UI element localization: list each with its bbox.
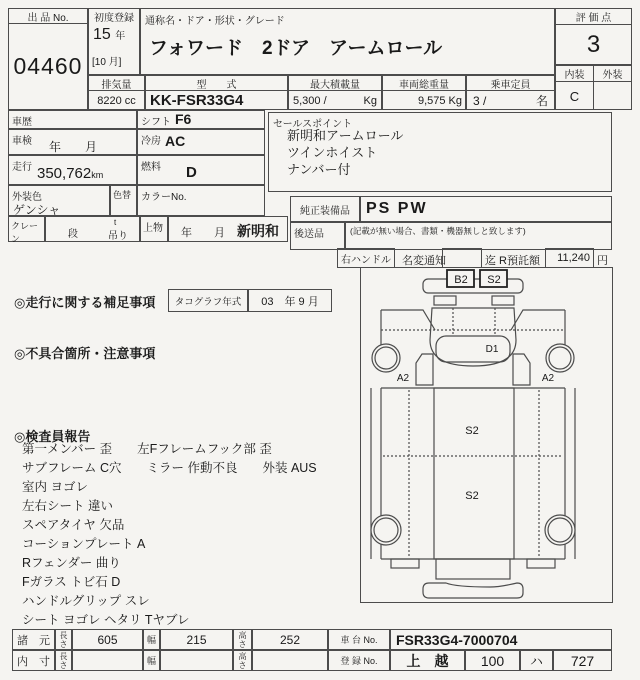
interior-exterior-box <box>555 65 632 110</box>
damage-label-a2-right: A2 <box>541 373 555 384</box>
mileage-cell <box>8 155 137 185</box>
length-label: 長さ <box>55 629 72 650</box>
grade-value: 3 <box>586 31 601 58</box>
exterior-grade <box>594 82 631 110</box>
vehicle-name-box <box>140 8 555 75</box>
registration-no-label: 登 録 No. <box>328 650 390 671</box>
max-load-unit: Kg <box>363 94 377 107</box>
sales-point-box <box>268 112 612 192</box>
inspector-report-list <box>22 440 317 630</box>
fuel-label: 燃料 <box>141 162 161 173</box>
rear-right-wheel-inner <box>548 518 572 542</box>
inspector-report-line: 左右シート 違い <box>22 499 113 513</box>
first-registration-box <box>88 8 140 75</box>
mileage-note-heading: ◎走行に関する補足事項 <box>14 295 156 310</box>
mileage-unit: km <box>91 170 104 180</box>
container-shape <box>434 388 514 559</box>
first-reg-year-value: 15 <box>93 26 111 43</box>
color-change-cell: 色替 <box>110 185 137 216</box>
front-left-wheel-inner <box>375 347 397 369</box>
lot-number-value: 04460 <box>13 52 83 79</box>
inner-height-label: 高さ <box>233 650 252 671</box>
damage-label-d1: D1 <box>485 344 499 355</box>
height-value: 252 <box>252 629 328 650</box>
interior-grade: C <box>556 82 594 110</box>
body-maker: 新明和 <box>237 223 279 239</box>
dims-row-label: 諸 元 <box>12 629 55 650</box>
inner-width-label: 幅 <box>143 650 160 671</box>
width-value: 215 <box>160 629 233 650</box>
height-label: 高さ <box>233 629 252 650</box>
deposit-value: 11,240 <box>545 248 594 268</box>
grade-box <box>555 8 632 65</box>
damage-label-s2-bed-upper: S2 <box>465 425 479 437</box>
sales-point-lines <box>287 127 403 178</box>
crane-t-label: t <box>114 218 117 227</box>
model-code-value: KK-FSR33G4 <box>150 92 244 109</box>
capacity-unit: 名 <box>535 94 548 108</box>
sales-point-line: ツインホイスト <box>287 145 378 160</box>
cooling-cell <box>137 129 265 155</box>
first-registration-year <box>93 26 125 44</box>
tachograph-label: タコグラフ年式 <box>168 289 248 312</box>
fuel-cell <box>137 155 265 185</box>
inspector-report-line: サブフレーム C穴 ミラー 作動不良 外装 AUS <box>22 461 317 475</box>
gross-weight-box <box>382 75 466 110</box>
windshield-shape <box>436 336 510 362</box>
rear-right-flap-shape <box>527 559 555 568</box>
color-no-cell: カラーNo. <box>137 185 265 216</box>
cooling-value: AC <box>165 133 186 149</box>
sales-point-line: ナンバー付 <box>287 162 351 177</box>
interior-label: 内装 <box>556 66 594 81</box>
fuel-value: D <box>186 164 197 181</box>
name-change-field <box>442 248 482 268</box>
interior-exterior-header <box>556 66 631 82</box>
rear-left-flap-shape <box>391 559 419 568</box>
rear-left-wheel-inner <box>374 518 398 542</box>
shift-cell <box>137 110 265 129</box>
inner-dims-row-label: 内 寸 <box>12 650 55 671</box>
inner-height-value <box>252 650 328 671</box>
name-change-label: 名変通知 <box>402 255 446 267</box>
body-cell: 上物 <box>140 216 168 242</box>
factory-equipment-label: 純正装備品 <box>290 196 360 222</box>
displacement-value: 8220 cc <box>97 94 136 107</box>
vehicle-name-label: 通称名・ドア・形状・グレード <box>145 16 285 27</box>
inspector-report-line: 室内 ヨゴレ <box>22 480 88 494</box>
registration-kana: ハ <box>520 650 553 671</box>
max-load-value: 5,300 / <box>293 94 327 107</box>
crane-capacity-cell <box>45 216 140 242</box>
tachograph-value: 03 年 9 月 <box>248 289 332 312</box>
max-load-label: 最大積載量 <box>289 76 381 91</box>
mileage-number: 350,762 <box>37 165 92 182</box>
registration-area: 上 越 <box>390 650 465 671</box>
inspector-report-line: Fガラス トビ石 D <box>22 575 121 589</box>
inner-length-label: 長さ <box>55 650 72 671</box>
cab-right-shoulder <box>511 310 565 330</box>
cab-left-shoulder <box>381 310 435 330</box>
cooling-label: 冷房 <box>141 136 161 147</box>
displacement-box <box>88 75 145 110</box>
damage-diagram-box <box>360 267 613 603</box>
shift-label: シフト <box>141 117 171 128</box>
capacity-row <box>467 91 554 110</box>
damage-label-b2: B2 <box>454 274 468 286</box>
front-right-wheel-inner <box>549 347 571 369</box>
history-cell: 車歴 <box>8 110 137 129</box>
defect-heading: ◎不具合箇所・注意事項 <box>14 346 156 361</box>
displacement-label: 排気量 <box>89 76 144 91</box>
gross-weight-value: 9,575 Kg <box>417 94 462 107</box>
left-step-shape <box>416 354 433 385</box>
gross-weight-label: 車両総重量 <box>383 76 465 91</box>
first-registration-label: 初度登録 <box>94 12 134 24</box>
crane-cell: クレーン <box>8 216 45 242</box>
capacity-value: 3 / <box>473 93 487 108</box>
capacity-label: 乗車定員 <box>467 76 554 91</box>
interior-exterior-values <box>556 82 631 110</box>
first-registration-month: [10 月] <box>92 57 122 68</box>
damage-label-s2-front: S2 <box>487 274 501 286</box>
vehicle-name-value: フォワード 2ドア アームロール <box>149 38 443 59</box>
inspection-value: 年 月 <box>49 140 98 154</box>
lot-number-box <box>8 8 88 110</box>
body-date: 年 月 <box>181 227 225 239</box>
inspector-report-line: 第一メンバー 歪 左Fフレームフック部 歪 <box>22 442 272 456</box>
inner-length-value <box>72 650 143 671</box>
chassis-no-value: FSR33G4-7000704 <box>390 629 612 650</box>
capacity-box <box>466 75 555 110</box>
grade-label: 評 価 点 <box>556 9 631 25</box>
lot-number-label: 出 品 No. <box>9 9 87 24</box>
registration-number: 727 <box>553 650 612 671</box>
mileage-label: 走行 <box>12 162 32 173</box>
model-code-label: 型 式 <box>146 76 287 91</box>
inspection-cell <box>8 129 137 155</box>
inspector-heading: ◎検査員報告 <box>14 429 91 444</box>
damage-label-s2-bed-lower: S2 <box>465 490 479 502</box>
deposit-label: R預託額 <box>499 255 540 267</box>
later-items-note: (記載が無い場合、書類・機器無しと致します) <box>345 222 612 250</box>
inspector-report-line: シート ヨゴレ ヘタリ Tヤブレ <box>22 613 190 627</box>
shift-value: F6 <box>175 111 192 127</box>
chassis-no-label: 車 台 No. <box>328 629 390 650</box>
crane-lift-label: 吊り <box>108 231 128 242</box>
sales-point-line: 新明和アームロール <box>287 128 404 143</box>
width-label: 幅 <box>143 629 160 650</box>
left-headlight-shape <box>434 296 456 305</box>
registration-class: 100 <box>465 650 520 671</box>
inner-width-value <box>160 650 233 671</box>
inspector-report-line: コーションプレート A <box>22 537 146 551</box>
length-value: 605 <box>72 629 143 650</box>
exterior-label: 外装 <box>602 70 623 81</box>
later-items-label: 後送品 <box>290 222 345 250</box>
crane-stage-label: 段 <box>68 229 78 240</box>
exterior-color-value: ゲンシャ <box>13 203 61 217</box>
truck-top-view-diagram <box>361 268 612 602</box>
rear-bumper-shape <box>423 583 523 598</box>
right-step-shape <box>513 354 530 385</box>
exterior-color-cell <box>8 185 110 216</box>
yen-label: 円 <box>597 255 608 267</box>
sales-point-label: セールスポイント <box>273 119 353 130</box>
until-label: 迄 <box>485 255 496 267</box>
right-headlight-shape <box>492 296 514 305</box>
body-maker-cell <box>168 216 288 242</box>
max-load-row <box>289 91 381 110</box>
damage-label-a2-left: A2 <box>396 373 410 384</box>
exterior-color-label: 外装色 <box>12 192 42 203</box>
inspector-report-line: Rフェンダー 曲り <box>22 556 121 570</box>
mileage-value <box>37 165 103 182</box>
model-code-box <box>145 75 288 110</box>
max-load-box <box>288 75 382 110</box>
inspection-label: 車検 <box>12 136 32 147</box>
rear-gate-shape <box>436 559 510 579</box>
inspector-report-line: ハンドルグリップ スレ <box>22 594 150 608</box>
first-reg-year-unit: 年 <box>115 31 126 42</box>
factory-equipment-value: PS PW <box>360 196 612 222</box>
inspector-report-line: スペアタイヤ 欠品 <box>22 518 125 532</box>
right-handle-badge: 右ハンドル <box>337 248 395 268</box>
